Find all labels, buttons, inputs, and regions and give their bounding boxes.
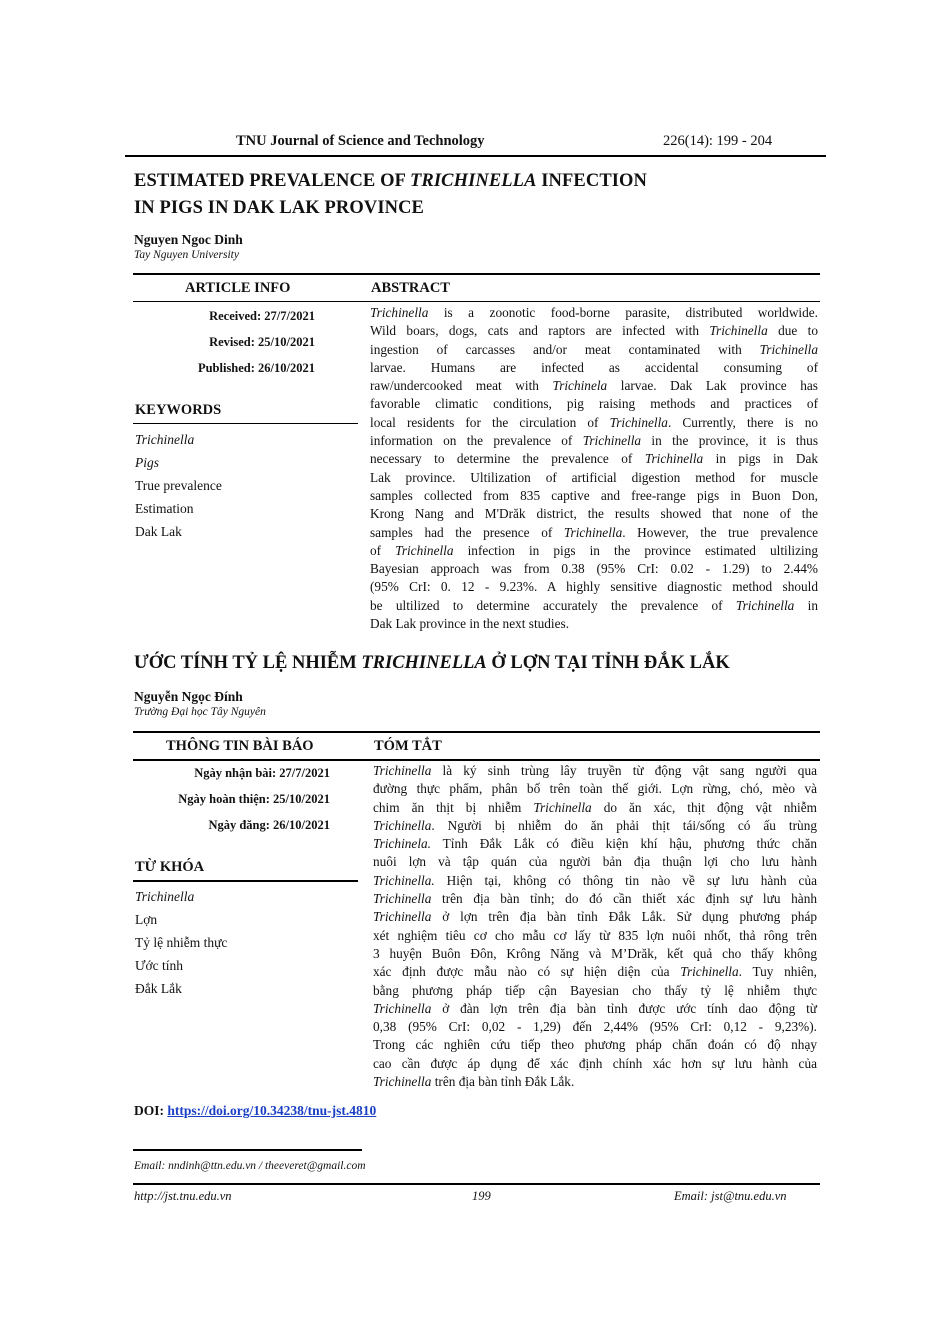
title-text: ƯỚC TÍNH TỶ LỆ NHIỄM <box>134 653 362 673</box>
table-top-rule-vi <box>133 731 820 733</box>
abstract-line: Trichinella. Hiện tại, không có thông tin nào về sự lưu hành của <box>373 872 817 888</box>
abstract-line: larvae. Humans are infected as accidental consuming of <box>370 359 818 375</box>
keywords-rule <box>133 423 358 424</box>
title-text: INFECTION <box>536 171 648 191</box>
abstract-line: Trichinella trên địa bàn tỉnh; do đó cần thiết xác định sự lưu hành <box>373 891 817 907</box>
abstract-line: xét nghiệm tiêu cơ cho mẫu cơ lấy từ 835 lợn nuôi nhốt, thả rông trên <box>373 927 817 943</box>
abstract-line: Trichinella trên địa bàn tỉnh Đắk Lắk. <box>373 1074 575 1090</box>
article-dates-vi <box>140 766 330 844</box>
abstract-line: Trichinella. Người bị nhiễm do ăn phải thịt tái/sống có ấu trùng <box>373 817 817 833</box>
header-rule <box>125 155 826 157</box>
abstract-line: 3 huyện Buôn Đôn, Krông Năng và M’Drăk, kết quả cho thấy không <box>373 945 817 961</box>
abstract-header-vi: TÓM TẮT <box>374 738 442 754</box>
author-name: Nguyen Ngoc Dinh <box>134 232 243 247</box>
abstract-line: samples collected from 835 captive and free-range pigs in Buon Don, <box>370 487 818 503</box>
footer-website[interactable]: http://jst.tnu.edu.vn <box>134 1189 232 1203</box>
vietnamese-abstract-body <box>373 762 817 1091</box>
doi-line <box>134 1103 376 1119</box>
keyword-item[interactable]: Ước tính <box>135 958 183 973</box>
abstract-line: necessary to determine the prevalence of Trichinella in pigs in Dak <box>370 451 819 467</box>
keyword-item[interactable]: True prevalence <box>135 478 222 493</box>
abstract-line: Dak Lak province in the next studies. <box>370 616 570 632</box>
article-info-header: ARTICLE INFO <box>185 280 291 296</box>
english-title <box>134 168 647 222</box>
abstract-line: Trichinella is a zoonotic food-borne parasite, distributed worldwide. <box>370 305 818 320</box>
table-header-rule-vi <box>133 759 820 761</box>
article-info-header-vi: THÔNG TIN BÀI BÁO <box>166 738 314 754</box>
abstract-line: local residents for the circulation of Trichinella. Currently, there is no <box>370 414 818 430</box>
abstract-line: xác định được mẫu nào có sự hiện diện của Trichinella. Tuy nhiên, <box>373 964 817 980</box>
author-email-note: Email: nndinh@ttn.edu.vn / theeveret@gmail.com <box>134 1160 366 1172</box>
keyword-item[interactable]: Trichinella <box>135 889 195 904</box>
date-received-vi: Ngày nhận bài: 27/7/2021 <box>194 766 330 780</box>
abstract-line: (95% CrI: 0. 12 - 9.23%. A highly sensitive diagnostic method should <box>370 579 818 595</box>
abstract-line: favorable climatic conditions, pig raising methods and practices of <box>370 396 818 412</box>
abstract-line: Lak province. Ultilization of artificial digestion method for muscle <box>370 469 818 485</box>
footnote-rule <box>133 1149 362 1151</box>
title-text: ESTIMATED PREVALENCE OF <box>134 171 411 191</box>
abstract-line: Trichinela. Tỉnh Đắk Lắk có điều kiện khí hậu, phương thức chăn <box>373 836 817 852</box>
keyword-item[interactable]: Estimation <box>135 501 194 516</box>
article-dates <box>140 309 315 387</box>
doi-link[interactable]: https://doi.org/10.34238/tnu-jst.4810 <box>167 1103 377 1118</box>
abstract-line: cao cần được áp dụng để xác định chính xác hơn sự lưu hành của <box>373 1055 817 1071</box>
abstract-line: chim ăn thịt bị nhiễm Trichinella do ăn xác, thịt động vật nhiễm <box>373 799 817 815</box>
keyword-item[interactable]: Lợn <box>135 912 158 927</box>
title-line-2: IN PIGS IN DAK LAK PROVINCE <box>134 198 424 218</box>
date-published-vi: Ngày đăng: 26/10/2021 <box>208 818 330 832</box>
keyword-item[interactable]: Đắk Lắk <box>135 981 182 996</box>
keyword-item[interactable]: Tỷ lệ nhiễm thực <box>135 935 228 950</box>
date-revised: Revised: 25/10/2021 <box>209 335 315 349</box>
abstract-line: đường thực phẩm, phân bố trên toàn thế giới. Lợn rừng, chó, mèo và <box>373 781 817 797</box>
title-text: Ở LỢN TẠI TỈNH ĐẮK LẮK <box>486 653 730 673</box>
abstract-line: be ultilized to determine accurately the prevalence of Trichinella in <box>370 597 818 613</box>
footer-email[interactable]: Email: jst@tnu.edu.vn <box>674 1189 787 1203</box>
keywords-header-vi: TỪ KHÓA <box>135 859 205 875</box>
volume-pages: 226(14): 199 - 204 <box>663 133 773 149</box>
author-affiliation-vi: Trường Đại học Tây Nguyên <box>134 706 266 718</box>
footer-rule <box>133 1183 820 1185</box>
table-header-rule <box>133 301 820 302</box>
date-published: Published: 26/10/2021 <box>197 361 315 375</box>
abstract-line: Trong các nghiên cứu tiếp theo phương pháp chẩn đoán có độ nhạy <box>373 1037 817 1053</box>
keyword-list-vi <box>135 885 227 1000</box>
title-genus: TRICHINELLA <box>410 171 537 191</box>
abstract-line: bằng phương pháp tiếp cận Bayesian cho thấy tỷ lệ nhiễm thực <box>373 982 817 998</box>
abstract-header: ABSTRACT <box>371 280 450 296</box>
abstract-line: Krong Nang and M'Drăk district, the results showed that none of the <box>370 506 818 522</box>
abstract-line: samples had the presence of Trichinella. However, the true prevalence <box>370 524 818 540</box>
keywords-rule-vi <box>133 880 358 882</box>
keyword-item[interactable]: Dak Lak <box>135 524 182 539</box>
date-revised-vi: Ngày hoàn thiện: 25/10/2021 <box>178 792 330 806</box>
abstract-line: Trichinella ở đàn lợn trên địa bàn tỉnh được ước tính dao động từ <box>373 1000 817 1016</box>
vietnamese-title <box>134 653 730 674</box>
abstract-line: 0,38 (95% CrI: 0,02 - 1,29) đến 2,44% (95% CrI: 0,12 - 9,23%). <box>373 1019 817 1035</box>
abstract-line: Trichinella là ký sinh trùng lây truyền từ động vật sang người qua <box>373 763 817 778</box>
keyword-list <box>135 428 222 543</box>
keyword-item[interactable]: Trichinella <box>135 432 195 447</box>
abstract-line: Trichinella ở lợn trên địa bàn tỉnh Đắk Lắk. Sử dụng phương pháp <box>373 909 817 925</box>
page-number: 199 <box>472 1189 491 1203</box>
author-affiliation: Tay Nguyen University <box>134 249 239 261</box>
journal-name: TNU Journal of Science and Technology <box>236 133 485 149</box>
abstract-line: ingestion of carcasses and/or meat contaminated with Trichinella <box>370 341 818 357</box>
english-abstract-body <box>370 304 818 633</box>
abstract-line: Bayesian approach was from 0.38 (95% CrI: 0.02 - 1.29) to 2.44% <box>370 561 818 577</box>
date-received: Received: 27/7/2021 <box>209 309 315 323</box>
doi-label: DOI: <box>134 1103 168 1118</box>
table-top-rule <box>133 273 820 275</box>
abstract-line: raw/undercooked meat with Trichinela larvae. Dak Lak province has <box>370 378 818 394</box>
abstract-line: Wild boars, dogs, cats and raptors are infected with Trichinella due to <box>370 323 818 339</box>
abstract-line: information on the prevalence of Trichinella in the province, it is thus <box>370 433 818 449</box>
abstract-line: of Trichinella infection in pigs in the province estimated ultilizing <box>370 542 818 558</box>
author-name-vi: Nguyễn Ngọc Đính <box>134 689 243 704</box>
keywords-header: KEYWORDS <box>135 402 222 418</box>
title-genus: TRICHINELLA <box>361 653 487 673</box>
abstract-line: nuôi lợn và tập quán của người bản địa thuận lợi cho lưu hành <box>373 854 817 870</box>
keyword-item[interactable]: Pigs <box>135 455 160 470</box>
